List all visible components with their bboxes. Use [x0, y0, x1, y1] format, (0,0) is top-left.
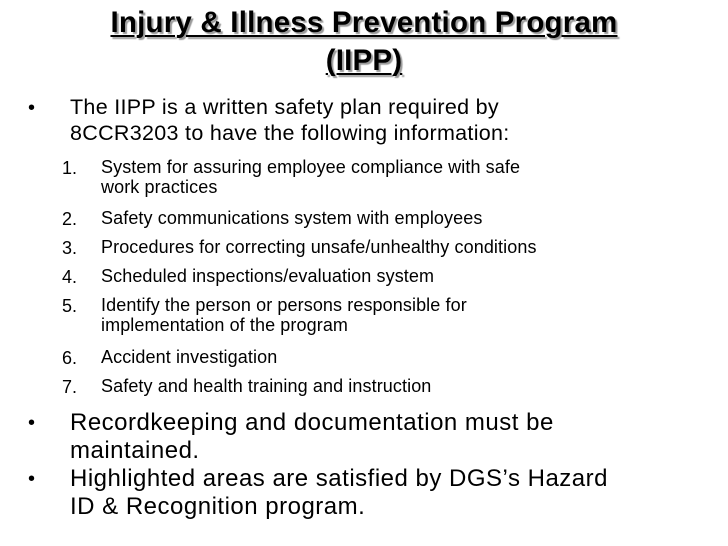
list-item-text: Accident investigation — [101, 347, 278, 367]
list-number: 1. — [62, 158, 78, 178]
list-item-text: Safety and health training and instruction — [101, 376, 432, 396]
list-item-line-1: System for assuring employee compliance with safe — [101, 157, 521, 177]
list-item-line-2: work practices — [101, 177, 218, 197]
list-item-text — [101, 157, 723, 197]
intro-text — [70, 94, 720, 146]
list-item-text: Procedures for correcting unsafe/unhealthy conditions — [101, 237, 537, 257]
title-line-2: (IIPP) — [325, 44, 403, 77]
list-item-text — [101, 295, 723, 335]
list-number: 6. — [62, 348, 78, 368]
intro-line-1: The IIPP is a written safety plan required by — [70, 95, 499, 119]
list-number: 3. — [62, 238, 78, 258]
bullet-line-2: ID & Recognition program. — [70, 493, 366, 520]
list-number: 2. — [62, 209, 78, 229]
bullet-line-1: Highlighted areas are satisfied by DGS’s Hazard — [70, 465, 608, 492]
bullet-dot: • — [28, 468, 36, 490]
intro-line-2: 8CCR3203 to have the following information: — [70, 121, 510, 145]
list-item-line-1: Identify the person or persons responsible for — [101, 295, 467, 315]
bullet-dot: • — [28, 97, 36, 119]
list-item-line-2: implementation of the program — [101, 315, 349, 335]
bullet-line-2: maintained. — [70, 437, 200, 464]
slide-title — [40, 4, 688, 80]
list-number: 5. — [62, 296, 78, 316]
list-number: 7. — [62, 377, 78, 397]
list-item-text: Safety communications system with employees — [101, 208, 483, 228]
bullet-line-1: Recordkeeping and documentation must be — [70, 409, 554, 436]
bullet-text — [70, 409, 720, 465]
bullet-text — [70, 465, 720, 521]
bullet-dot: • — [28, 412, 36, 434]
list-number: 4. — [62, 267, 78, 287]
list-item-text: Scheduled inspections/evaluation system — [101, 266, 435, 286]
title-line-1: Injury & Illness Prevention Program — [110, 6, 618, 39]
